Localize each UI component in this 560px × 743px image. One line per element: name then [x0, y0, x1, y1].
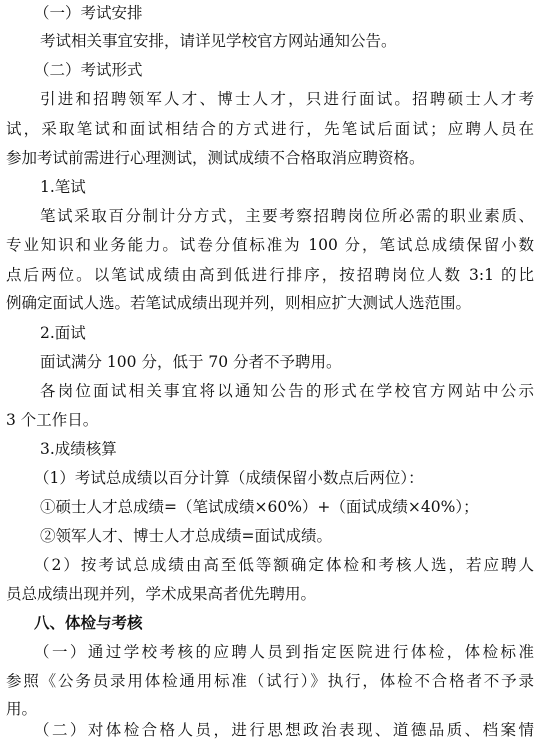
chapter-heading-medical-exam: 八、体检与考核 [34, 613, 143, 632]
paragraph-line: 试，采取笔试和面试相结合的方式进行，先笔试后面试；应聘人员在 [6, 120, 534, 138]
paragraph-line: 员总成绩出现并列，学术成果高者优先聘用。 [6, 585, 317, 603]
paragraph-line: 笔试采取百分制计分方式，主要考察招聘岗位所必需的职业素质、 [40, 207, 534, 225]
paragraph-line: 参加考试前需进行心理测试，测试成绩不合格取消应聘资格。 [6, 149, 425, 167]
paragraph-line: 考试相关事宜安排，请详见学校官方网站通知公告。 [40, 32, 397, 50]
paragraph-line: 参照《公务员录用体检通用标准（试行）》执行，体检不合格者不予录 [6, 672, 534, 690]
formula-line-doctorate: ②领军人才、博士人才总成绩=面试成绩。 [40, 527, 332, 545]
paragraph-line: 各岗位面试相关事宜将以通知公告的形式在学校官方网站中公示 [40, 382, 534, 400]
paragraph-line: （二）对体检合格人员，进行思想政治表现、道德品质、档案情 [34, 721, 534, 739]
paragraph-line: 例确定面试人选。若笔试成绩出现并列，则相应扩大测试人选范围。 [6, 294, 472, 312]
section-heading-exam-arrangement: （一）考试安排 [34, 4, 143, 22]
section-heading-exam-format: （二）考试形式 [34, 61, 143, 79]
paragraph-line: （1）考试总成绩以百分计算（成绩保留小数点后两位）： [34, 469, 424, 487]
subheading-interview: 2.面试 [40, 324, 86, 342]
paragraph-line: 用。 [6, 700, 38, 718]
paragraph-line: （2）按考试总成绩由高至低等额确定体检和考核人选，若应聘人 [34, 556, 534, 574]
paragraph-line: （一）通过学校考核的应聘人员到指定医院进行体检，体检标准 [34, 643, 534, 661]
paragraph-line: 点后两位。以笔试成绩由高到低进行排序，按招聘岗位人数 3:1 的比 [6, 266, 534, 284]
paragraph-line: 3 个工作日。 [6, 411, 99, 429]
formula-line-masters: ①硕士人才总成绩=（笔试成绩×60%）+（面试成绩×40%）； [40, 498, 479, 516]
subheading-written-exam: 1.笔试 [40, 178, 86, 196]
subheading-score-calculation: 3.成绩核算 [40, 440, 117, 458]
paragraph-line: 面试满分 100 分，低于 70 分者不予聘用。 [40, 353, 342, 371]
paragraph-line: 专业知识和业务能力。试卷分值标准为 100 分，笔试总成绩保留小数 [6, 236, 534, 254]
paragraph-line: 引进和招聘领军人才、博士人才，只进行面试。招聘硕士人才考 [40, 90, 534, 108]
